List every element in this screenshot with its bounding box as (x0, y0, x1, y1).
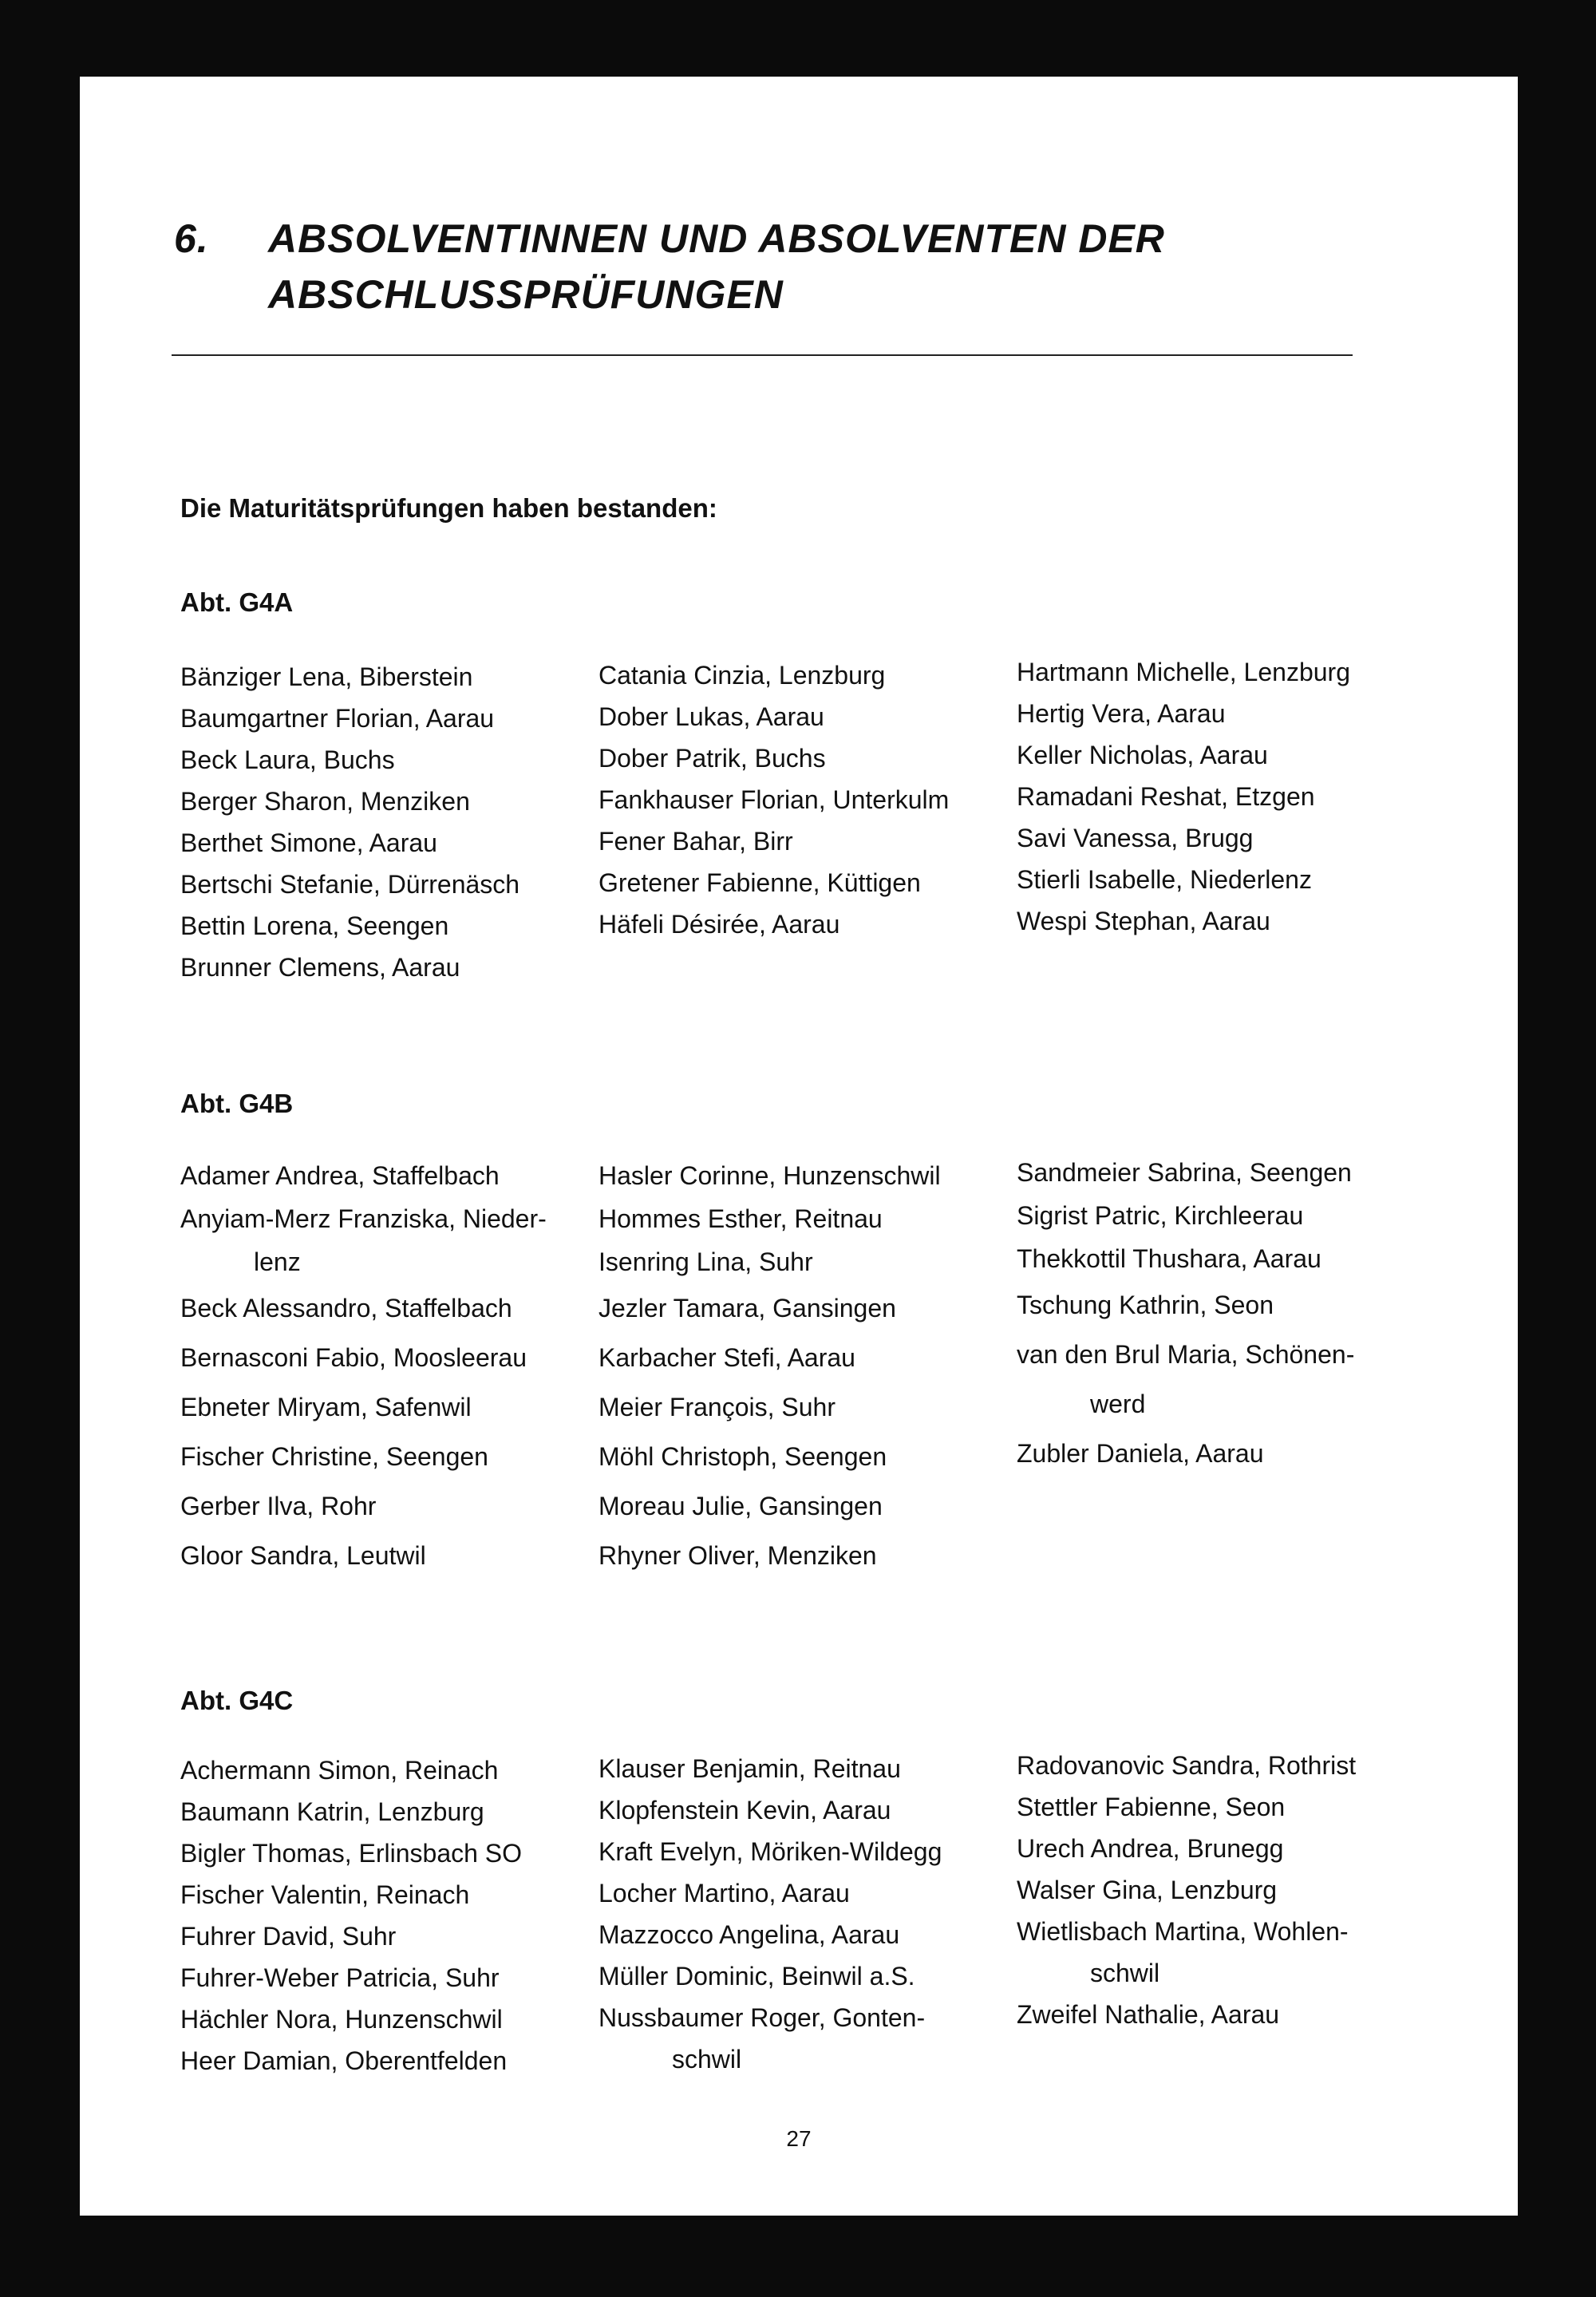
list-item: Hasler Corinne, Hunzenschwil (598, 1161, 941, 1190)
list-item: Gloor Sandra, Leutwil (180, 1541, 426, 1570)
section-title-g4c: Abt. G4C (180, 1686, 294, 1715)
list-item: Thekkottil Thushara, Aarau (1017, 1244, 1321, 1273)
list-item: Müller Dominic, Beinwil a.S. (598, 1962, 915, 1991)
list-item: Brunner Clemens, Aarau (180, 953, 460, 982)
list-item: Keller Nicholas, Aarau (1017, 741, 1268, 769)
list-item: Bänziger Lena, Biberstein (180, 662, 473, 691)
list-item: Achermann Simon, Reinach (180, 1756, 499, 1785)
section-title-g4b: Abt. G4B (180, 1089, 294, 1118)
g4a-column-2 (598, 654, 949, 945)
list-item: Walser Gina, Lenzburg (1017, 1876, 1278, 1904)
list-item: Berthet Simone, Aarau (180, 828, 437, 857)
g4c-column-1 (180, 1749, 522, 2082)
g4c-column-2 (598, 1748, 942, 2080)
list-item: Fuhrer-Weber Patricia, Suhr (180, 1963, 500, 1992)
chapter-title-line1: ABSOLVENTINNEN UND ABSOLVENTEN DER (268, 216, 1165, 261)
list-item: Hächler Nora, Hunzenschwil (180, 2005, 503, 2034)
list-item: Moreau Julie, Gansingen (598, 1492, 883, 1520)
list-item: Adamer Andrea, Staffelbach (180, 1161, 500, 1190)
list-item: Wespi Stephan, Aarau (1017, 907, 1270, 935)
list-item: Locher Martino, Aarau (598, 1879, 850, 1908)
document-page (80, 77, 1518, 2216)
list-item: Jezler Tamara, Gansingen (598, 1294, 896, 1322)
list-item: Hertig Vera, Aarau (1017, 699, 1226, 728)
g4b-column-2 (598, 1154, 941, 1577)
list-item: Fuhrer David, Suhr (180, 1922, 397, 1951)
list-item: Fener Bahar, Birr (598, 827, 793, 856)
list-item: Savi Vanessa, Brugg (1017, 824, 1254, 852)
g4c-column-3 (1017, 1745, 1356, 2035)
g4a-column-1 (180, 656, 519, 988)
chapter-heading (174, 211, 1165, 322)
list-item: Sandmeier Sabrina, Seengen (1017, 1158, 1352, 1187)
list-item: Heer Damian, Oberentfelden (180, 2046, 508, 2075)
page-number: 27 (786, 2126, 812, 2151)
list-item: Sigrist Patric, Kirchleerau (1017, 1201, 1304, 1230)
list-item: Möhl Christoph, Seengen (598, 1442, 887, 1471)
list-item: Anyiam-Merz Franziska, Nieder- (180, 1204, 547, 1233)
heading-divider (172, 354, 1353, 356)
list-item: Baumann Katrin, Lenzburg (180, 1797, 484, 1826)
list-item: Urech Andrea, Brunegg (1017, 1834, 1284, 1863)
list-item: Radovanovic Sandra, Rothrist (1017, 1751, 1357, 1780)
list-item: Beck Alessandro, Staffelbach (180, 1294, 512, 1322)
subtitle: Die Maturitätsprüfungen haben bestanden: (180, 493, 717, 523)
list-item: Ramadani Reshat, Etzgen (1017, 782, 1315, 811)
list-item: Beck Laura, Buchs (180, 745, 395, 774)
list-item: Wietlisbach Martina, Wohlen- (1017, 1917, 1349, 1946)
list-item: Baumgartner Florian, Aarau (180, 704, 495, 733)
section-title-g4a: Abt. G4A (180, 587, 294, 617)
list-item-continuation: schwil (1090, 1959, 1160, 1987)
list-item: Stierli Isabelle, Niederlenz (1017, 865, 1312, 894)
list-item: Mazzocco Angelina, Aarau (598, 1920, 900, 1949)
list-item: Klauser Benjamin, Reitnau (598, 1754, 901, 1783)
list-item: Fankhauser Florian, Unterkulm (598, 785, 950, 814)
list-item: Gretener Fabienne, Küttigen (598, 868, 921, 897)
list-item: Karbacher Stefi, Aarau (598, 1343, 855, 1372)
list-item: van den Brul Maria, Schönen- (1017, 1340, 1355, 1369)
list-item: Bernasconi Fabio, Moosleerau (180, 1343, 527, 1372)
list-item: Häfeli Désirée, Aarau (598, 910, 840, 939)
g4b-column-1 (180, 1154, 547, 1577)
list-item: Bertschi Stefanie, Dürrenäsch (180, 870, 520, 899)
list-item: Isenring Lina, Suhr (598, 1247, 813, 1276)
list-item: Catania Cinzia, Lenzburg (598, 661, 886, 690)
list-item: Klopfenstein Kevin, Aarau (598, 1796, 891, 1825)
list-item: Bigler Thomas, Erlinsbach SO (180, 1839, 523, 1868)
chapter-title-line2: ABSCHLUSSPRÜFUNGEN (268, 272, 784, 317)
list-item: Hommes Esther, Reitnau (598, 1204, 883, 1233)
list-item: Kraft Evelyn, Möriken-Wildegg (598, 1837, 942, 1866)
list-item: Dober Patrik, Buchs (598, 744, 826, 773)
list-item-continuation: werd (1090, 1390, 1146, 1418)
list-item: Tschung Kathrin, Seon (1017, 1291, 1274, 1319)
g4a-column-3 (1017, 651, 1350, 942)
g4b-column-3 (1017, 1151, 1354, 1475)
list-item-continuation: schwil (672, 2045, 742, 2074)
list-item-continuation: lenz (254, 1247, 301, 1276)
list-item: Gerber Ilva, Rohr (180, 1492, 377, 1520)
list-item: Zubler Daniela, Aarau (1017, 1439, 1264, 1468)
list-item: Meier François, Suhr (598, 1393, 836, 1421)
list-item: Hartmann Michelle, Lenzburg (1017, 658, 1350, 686)
list-item: Berger Sharon, Menziken (180, 787, 470, 816)
chapter-number: 6. (174, 216, 209, 261)
list-item: Zweifel Nathalie, Aarau (1017, 2000, 1280, 2029)
list-item: Nussbaumer Roger, Gonten- (598, 2003, 926, 2032)
list-item: Ebneter Miryam, Safenwil (180, 1393, 472, 1421)
list-item: Bettin Lorena, Seengen (180, 911, 449, 940)
list-item: Fischer Valentin, Reinach (180, 1880, 470, 1909)
list-item: Dober Lukas, Aarau (598, 702, 824, 731)
list-item: Fischer Christine, Seengen (180, 1442, 488, 1471)
list-item: Stettler Fabienne, Seon (1017, 1793, 1286, 1821)
list-item: Rhyner Oliver, Menziken (598, 1541, 877, 1570)
